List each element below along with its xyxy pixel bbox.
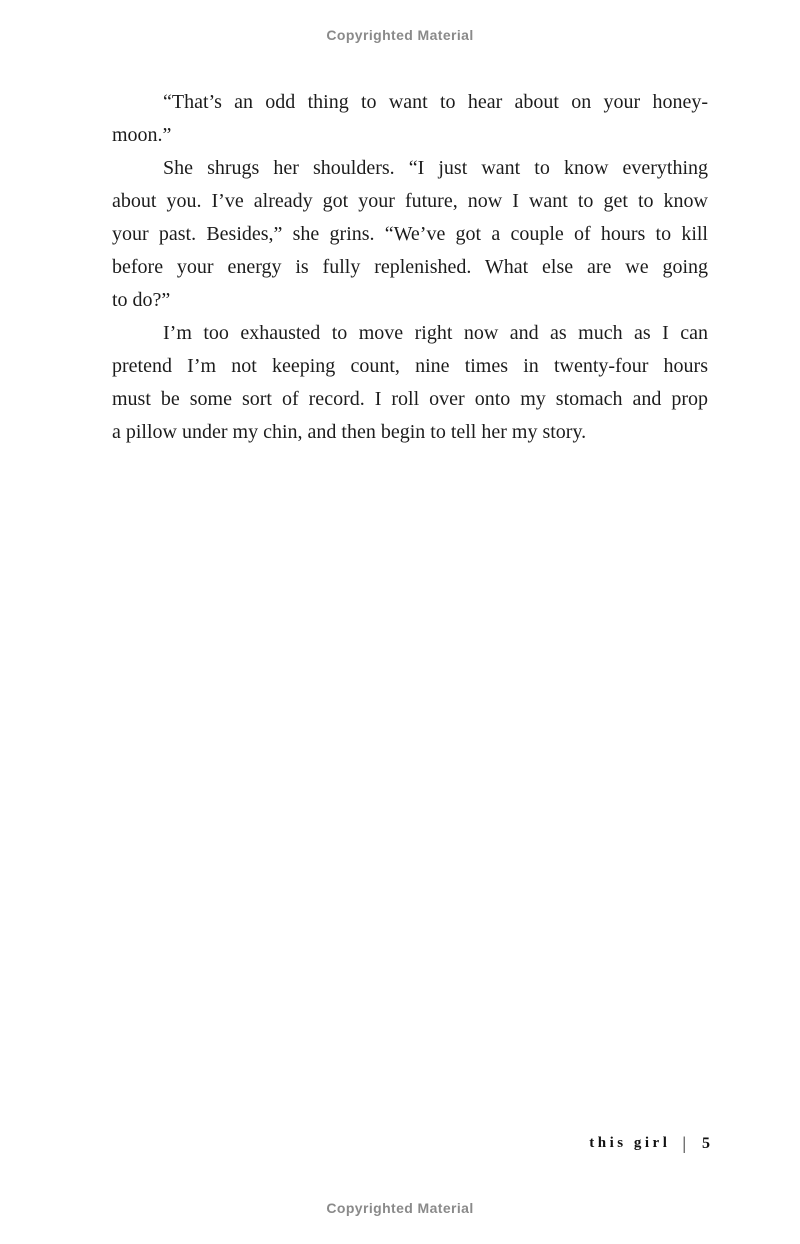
text-line: to do?”: [112, 289, 171, 311]
text-line: She shrugs her shoulders. “I just want to know everything: [163, 157, 708, 179]
text-line: your past. Besides,” she grins. “We’ve got a couple of hours to kill: [112, 223, 708, 245]
text-line: must be some sort of record. I roll over onto my stomach and prop: [112, 388, 708, 410]
page-footer: [589, 1133, 710, 1154]
page-number: 5: [702, 1134, 710, 1152]
text-line: pretend I’m not keeping count, nine times in twenty-four hours: [112, 355, 708, 377]
text-line: “That’s an odd thing to want to hear about on your honey-: [163, 91, 708, 113]
text-line: a pillow under my chin, and then begin to tell her my story.: [112, 421, 587, 443]
text-line: before your energy is fully replenished. What else are we going: [112, 256, 708, 278]
footer-separator: |: [682, 1133, 686, 1153]
copyright-notice-bottom: Copyrighted Material: [326, 1200, 474, 1216]
book-title: this girl: [589, 1135, 671, 1151]
text-line: moon.”: [112, 124, 172, 146]
text-line: about you. I’ve already got your future, now I want to get to know: [112, 190, 708, 212]
book-body-text: [112, 86, 708, 449]
copyright-notice-top: Copyrighted Material: [326, 27, 474, 43]
text-line: I’m too exhausted to move right now and as much as I can: [163, 322, 708, 344]
